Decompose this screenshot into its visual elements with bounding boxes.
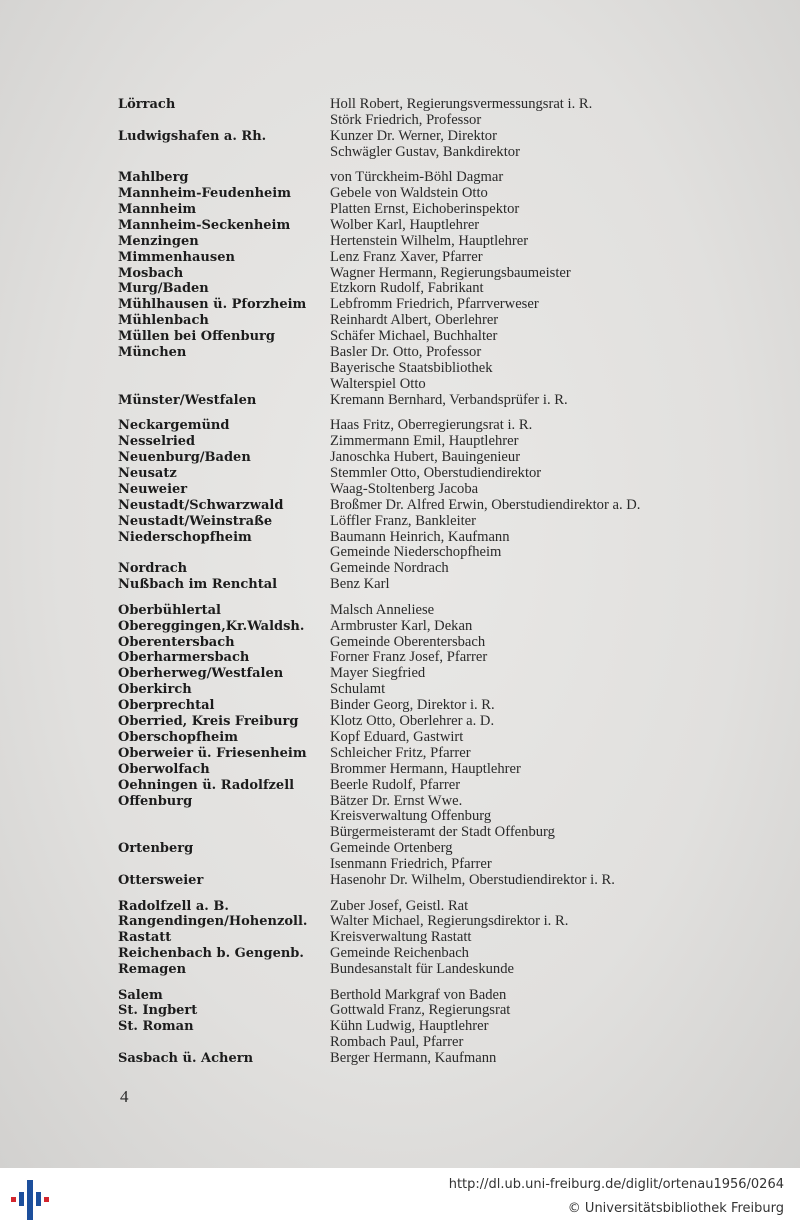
member-name: Gemeinde Ortenberg <box>330 840 453 857</box>
member-name: Schäfer Michael, Buchhalter <box>330 328 498 345</box>
list-entry <box>118 434 758 450</box>
member-name: Mayer Siegfried <box>330 665 426 682</box>
place-name: St. Roman <box>118 1019 194 1035</box>
place-name: Neustadt/Schwarzwald <box>118 497 284 513</box>
member-name: Isenmann Friedrich, Pfarrer <box>330 856 492 873</box>
member-name: Kreisverwaltung Offenburg <box>330 808 492 825</box>
member-names <box>330 988 758 1004</box>
member-name: Gebele von Waldstein Otto <box>330 185 488 202</box>
list-entry <box>118 297 758 313</box>
member-names <box>330 714 758 730</box>
place-name: Oberweier ü. Friesenheim <box>118 745 307 761</box>
member-names <box>330 914 758 930</box>
member-names <box>330 218 758 234</box>
member-name: Etzkorn Rudolf, Fabrikant <box>330 280 484 297</box>
member-name: Stemmler Otto, Oberstudiendirektor <box>330 464 542 481</box>
member-names <box>330 561 758 577</box>
list-entry <box>118 988 758 1004</box>
place-name: Neuweier <box>118 481 188 497</box>
place-name: Oberharmersbach <box>118 650 250 666</box>
list-entry <box>118 170 758 186</box>
member-names <box>330 778 758 794</box>
place-name: Neustadt/Weinstraße <box>118 513 273 529</box>
place-name: Ottersweier <box>118 873 204 889</box>
member-name: Berger Hermann, Kaufmann <box>330 1050 497 1067</box>
place-name: Mühlenbach <box>118 313 209 329</box>
member-names <box>330 514 758 530</box>
list-entry <box>118 97 758 129</box>
place-name: Oberschopfheim <box>118 729 238 745</box>
place-name: Mannheim-Feudenheim <box>118 186 291 202</box>
list-entry <box>118 603 758 619</box>
place-group <box>118 988 758 1068</box>
member-name: Gemeinde Reichenbach <box>330 945 469 962</box>
list-entry <box>118 873 758 889</box>
list-entry <box>118 762 758 778</box>
ub-freiburg-logo-icon <box>10 1178 52 1222</box>
list-entry <box>118 746 758 762</box>
place-name: Sasbach ü. Achern <box>118 1051 254 1067</box>
place-name: Nordrach <box>118 561 188 577</box>
member-name: Kühn Ludwig, Hauptlehrer <box>330 1018 489 1035</box>
member-names <box>330 393 758 409</box>
member-names <box>330 873 758 889</box>
list-entry <box>118 841 758 873</box>
member-name: Waag-Stoltenberg Jacoba <box>330 480 479 497</box>
list-entry <box>118 266 758 282</box>
place-group <box>118 603 758 889</box>
member-names <box>330 498 758 514</box>
list-entry <box>118 930 758 946</box>
member-names <box>330 418 758 434</box>
member-name: Platten Ernst, Eichoberinspektor <box>330 200 520 217</box>
place-name: Offenburg <box>118 793 193 809</box>
member-list <box>118 97 758 1077</box>
member-names <box>330 297 758 313</box>
member-names <box>330 682 758 698</box>
member-name: Walter Michael, Regierungsdirektor i. R. <box>330 913 569 930</box>
place-name: Murg/Baden <box>118 281 209 297</box>
member-names <box>330 281 758 297</box>
place-name: Oehningen ü. Radolfzell <box>118 777 295 793</box>
member-name: Wagner Hermann, Regierungsbaumeister <box>330 264 571 281</box>
place-group <box>118 899 758 979</box>
member-name: Zuber Josef, Geistl. Rat <box>330 897 469 914</box>
place-name: Rastatt <box>118 930 172 946</box>
member-name: Schulamt <box>330 681 386 698</box>
place-name: Münster/Westfalen <box>118 392 257 408</box>
place-name: Oberkirch <box>118 682 192 698</box>
list-entry <box>118 650 758 666</box>
place-name: Rangendingen/Hohenzoll. <box>118 914 308 930</box>
place-name: Nußbach im Renchtal <box>118 577 278 593</box>
member-name: Gemeinde Niederschopfheim <box>330 544 502 561</box>
place-name: Oberried, Kreis Freiburg <box>118 714 299 730</box>
place-name: München <box>118 345 187 361</box>
place-name: Menzingen <box>118 233 199 249</box>
member-name: von Türckheim-Böhl Dagmar <box>330 169 504 186</box>
footer-bar <box>0 1168 800 1226</box>
member-name: Holl Robert, Regierungsvermessungsrat i. R. <box>330 96 593 112</box>
member-name: Löffler Franz, Bankleiter <box>330 512 477 529</box>
list-entry <box>118 666 758 682</box>
list-entry <box>118 635 758 651</box>
member-name: Schleicher Fritz, Pfarrer <box>330 744 471 761</box>
place-group <box>118 170 758 409</box>
member-names <box>330 603 758 619</box>
member-name: Malsch Anneliese <box>330 601 435 618</box>
place-name: Neuenburg/Baden <box>118 450 251 466</box>
member-names <box>330 186 758 202</box>
list-entry <box>118 946 758 962</box>
list-entry <box>118 1003 758 1019</box>
member-name: Armbruster Karl, Dekan <box>330 617 473 634</box>
place-name: Oberentersbach <box>118 634 235 650</box>
member-names <box>330 1003 758 1019</box>
member-name: Bayerische Staatsbibliothek <box>330 360 493 376</box>
member-names <box>330 841 758 873</box>
member-name: Lenz Franz Xaver, Pfarrer <box>330 248 483 265</box>
list-entry <box>118 714 758 730</box>
member-names <box>330 266 758 282</box>
member-name: Bundesanstalt für Landeskunde <box>330 961 514 978</box>
member-name: Schwägler Gustav, Bankdirektor <box>330 143 520 160</box>
member-names <box>330 899 758 915</box>
member-names <box>330 97 758 129</box>
place-name: Mahlberg <box>118 170 189 186</box>
place-name: Neusatz <box>118 465 177 481</box>
member-names <box>330 234 758 250</box>
list-entry <box>118 778 758 794</box>
place-name: Reichenbach b. Gengenb. <box>118 946 304 962</box>
list-entry <box>118 962 758 978</box>
member-names <box>330 962 758 978</box>
list-entry <box>118 313 758 329</box>
list-entry <box>118 393 758 409</box>
member-name: Gemeinde Oberentersbach <box>330 633 486 650</box>
place-group <box>118 97 758 161</box>
list-entry <box>118 530 758 562</box>
member-names <box>330 666 758 682</box>
member-name: Lebfromm Friedrich, Pfarrverweser <box>330 296 539 313</box>
member-names <box>330 930 758 946</box>
list-entry <box>118 281 758 297</box>
list-entry <box>118 129 758 161</box>
member-names <box>330 466 758 482</box>
list-entry <box>118 329 758 345</box>
list-entry <box>118 250 758 266</box>
member-name: Janoschka Hubert, Bauingenieur <box>330 449 521 466</box>
place-name: Mannheim-Seckenheim <box>118 217 291 233</box>
member-names <box>330 619 758 635</box>
place-name: Mosbach <box>118 265 184 281</box>
place-name: Ortenberg <box>118 841 194 857</box>
place-name: Obereggingen,Kr.Waldsh. <box>118 618 305 634</box>
place-name: Mannheim <box>118 201 197 217</box>
member-names <box>330 698 758 714</box>
list-entry <box>118 682 758 698</box>
member-name: Rombach Paul, Pfarrer <box>330 1034 464 1051</box>
list-entry <box>118 514 758 530</box>
place-name: Oberbühlertal <box>118 602 221 618</box>
place-name: Oberprechtal <box>118 698 215 714</box>
list-entry <box>118 619 758 635</box>
member-names <box>330 1019 758 1051</box>
list-entry <box>118 482 758 498</box>
source-url[interactable]: http://dl.ub.uni-freiburg.de/diglit/ortenau1956/0264 <box>448 1177 784 1192</box>
place-name: Müllen bei Offenburg <box>118 329 275 345</box>
member-names <box>330 345 758 393</box>
member-names <box>330 250 758 266</box>
member-name: Kremann Bernhard, Verbandsprüfer i. R. <box>330 391 568 408</box>
member-names <box>330 794 758 842</box>
member-name: Broßmer Dr. Alfred Erwin, Oberstudiendirektor a. D. <box>330 496 641 513</box>
list-entry <box>118 234 758 250</box>
list-entry <box>118 730 758 746</box>
member-name: Haas Fritz, Oberregierungsrat i. R. <box>330 417 533 434</box>
member-name: Gemeinde Nordrach <box>330 560 449 577</box>
member-names <box>330 946 758 962</box>
member-names <box>330 450 758 466</box>
member-names <box>330 730 758 746</box>
place-name: Oberherweg/Westfalen <box>118 666 284 682</box>
member-name: Baumann Heinrich, Kaufmann <box>330 528 510 545</box>
list-entry <box>118 498 758 514</box>
list-entry <box>118 561 758 577</box>
list-entry <box>118 577 758 593</box>
member-name: Störk Friedrich, Professor <box>330 111 482 128</box>
member-names <box>330 650 758 666</box>
member-name: Kopf Eduard, Gastwirt <box>330 728 464 745</box>
member-name: Klotz Otto, Oberlehrer a. D. <box>330 713 495 730</box>
list-entry <box>118 450 758 466</box>
place-name: Lörrach <box>118 97 176 112</box>
member-names <box>330 434 758 450</box>
member-name: Beerle Rudolf, Pfarrer <box>330 776 461 793</box>
member-names <box>330 129 758 161</box>
member-name: Gottwald Franz, Regierungsrat <box>330 1002 511 1019</box>
list-entry <box>118 1019 758 1051</box>
list-entry <box>118 914 758 930</box>
member-name: Berthold Markgraf von Baden <box>330 986 507 1003</box>
list-entry <box>118 202 758 218</box>
list-entry <box>118 418 758 434</box>
place-name: Radolfzell a. B. <box>118 898 229 914</box>
member-name: Kunzer Dr. Werner, Direktor <box>330 127 497 144</box>
place-name: Oberwolfach <box>118 761 210 777</box>
place-name: Mimmenhausen <box>118 249 235 265</box>
place-name: Salem <box>118 987 163 1003</box>
list-entry <box>118 218 758 234</box>
member-name: Binder Georg, Direktor i. R. <box>330 697 495 714</box>
member-names <box>330 170 758 186</box>
member-names <box>330 482 758 498</box>
place-name: Mühlhausen ü. Pforzheim <box>118 297 307 313</box>
member-names <box>330 202 758 218</box>
list-entry <box>118 345 758 393</box>
member-names <box>330 635 758 651</box>
member-names <box>330 329 758 345</box>
member-name: Reinhardt Albert, Oberlehrer <box>330 312 499 329</box>
member-name: Bürgermeisteramt der Stadt Offenburg <box>330 824 555 841</box>
list-entry <box>118 1051 758 1067</box>
member-names <box>330 762 758 778</box>
member-name: Kreisverwaltung Rastatt <box>330 929 472 946</box>
member-names <box>330 530 758 562</box>
list-entry <box>118 899 758 915</box>
member-names <box>330 746 758 762</box>
list-entry <box>118 698 758 714</box>
place-group <box>118 418 758 593</box>
page-number: 4 <box>120 1087 129 1106</box>
member-name: Benz Karl <box>330 576 390 593</box>
member-names <box>330 577 758 593</box>
list-entry <box>118 466 758 482</box>
place-name: St. Ingbert <box>118 1003 198 1019</box>
member-name: Bätzer Dr. Ernst Wwe. <box>330 792 463 809</box>
member-name: Walterspiel Otto <box>330 375 426 392</box>
member-name: Basler Dr. Otto, Professor <box>330 344 482 361</box>
member-name: Forner Franz Josef, Pfarrer <box>330 649 488 666</box>
place-name: Neckargemünd <box>118 418 230 434</box>
place-name: Ludwigshafen a. Rh. <box>118 128 267 144</box>
member-name: Wolber Karl, Hauptlehrer <box>330 216 480 233</box>
member-names <box>330 313 758 329</box>
place-name: Niederschopfheim <box>118 529 252 545</box>
place-name: Remagen <box>118 962 187 978</box>
member-name: Hertenstein Wilhelm, Hauptlehrer <box>330 232 529 249</box>
list-entry <box>118 794 758 842</box>
place-name: Nesselried <box>118 434 196 450</box>
member-name: Zimmermann Emil, Hauptlehrer <box>330 433 519 450</box>
member-name: Hasenohr Dr. Wilhelm, Oberstudiendirektor i. R. <box>330 872 615 889</box>
member-name: Brommer Hermann, Hauptlehrer <box>330 760 521 777</box>
copyright-notice: © Universitätsbibliothek Freiburg <box>567 1201 784 1216</box>
list-entry <box>118 186 758 202</box>
member-names <box>330 1051 758 1067</box>
